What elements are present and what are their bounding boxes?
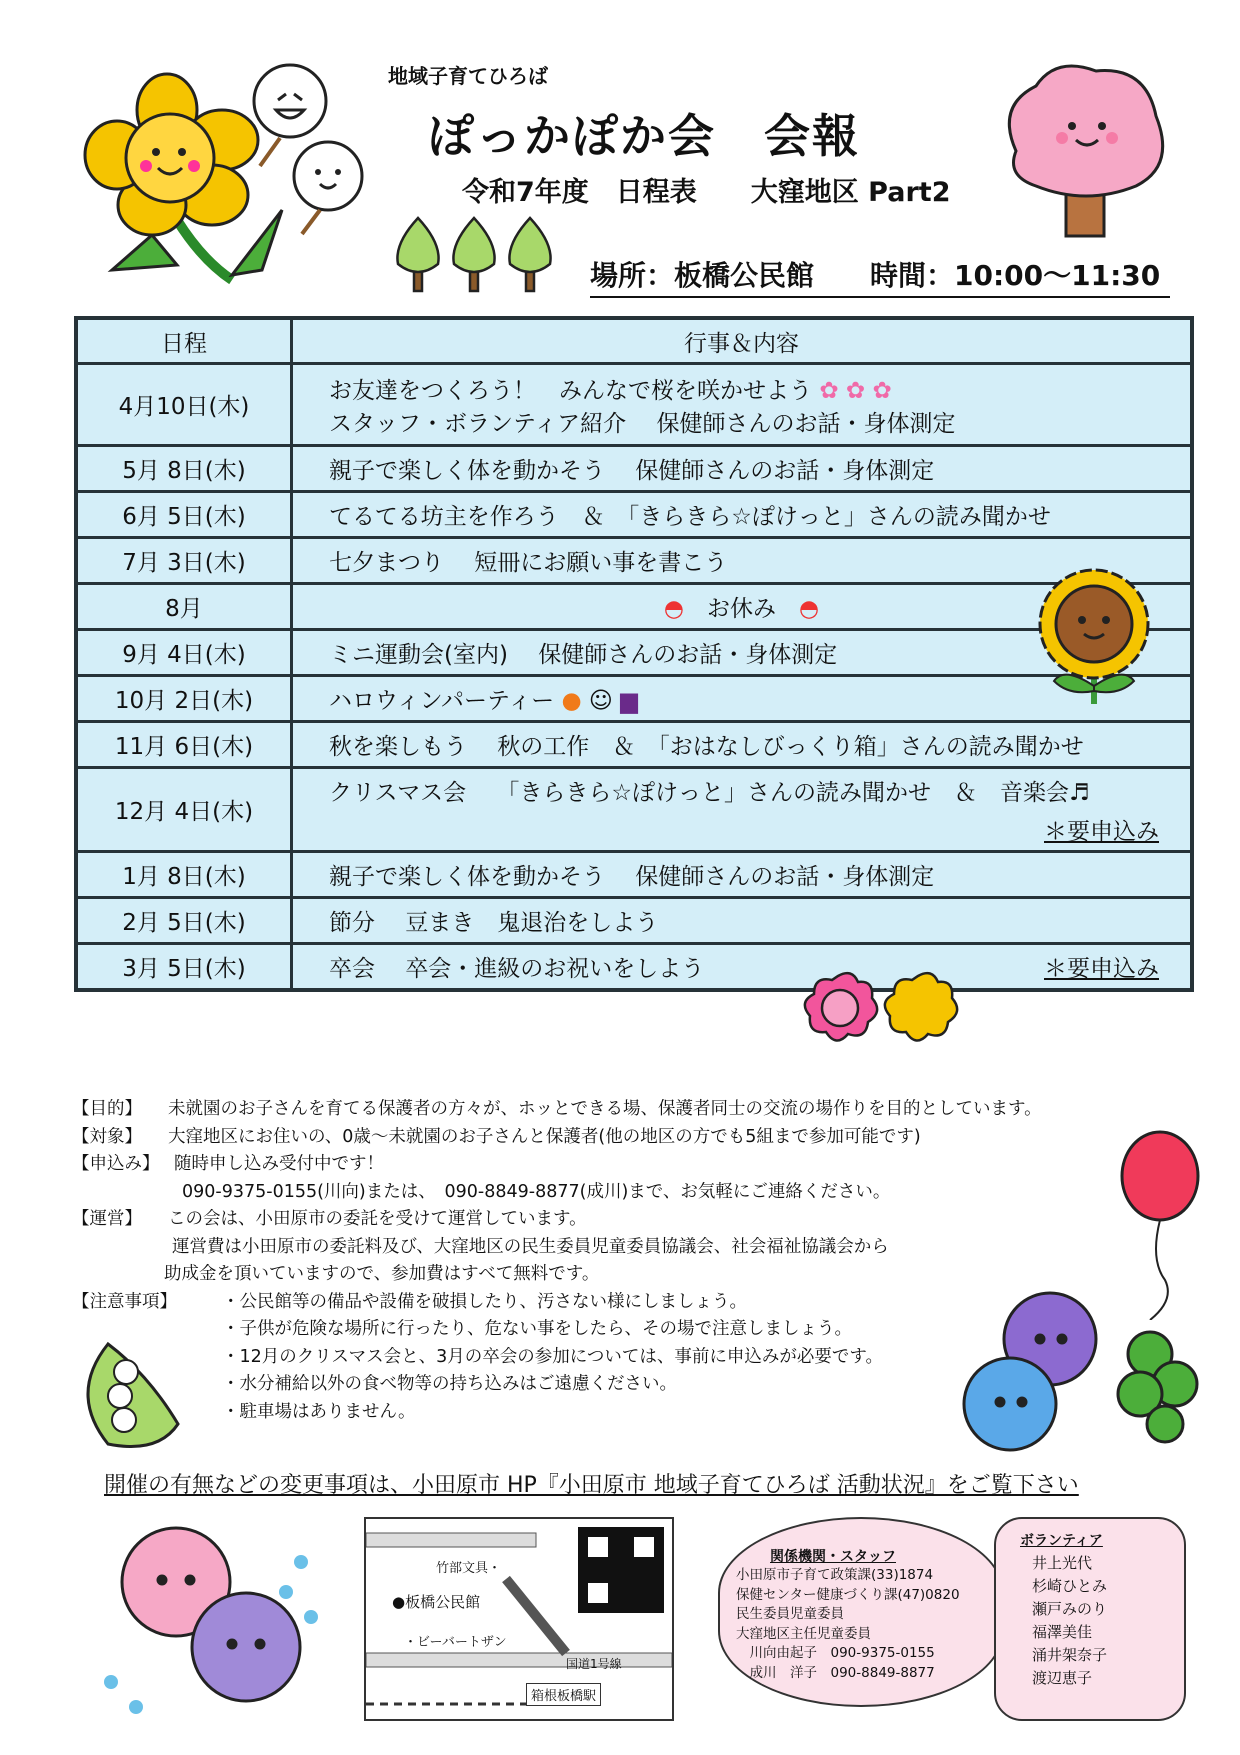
table-row: 3月 5日(木) 卒会 卒会・進級のお祝いをしよう ＊要申込み xyxy=(76,944,1192,990)
table-row: 9月 4日(木) ミニ運動会(室内) 保健師さんのお話・身体測定 xyxy=(76,630,1192,676)
staff-title: 関係機関・スタッフ xyxy=(770,1549,896,1565)
table-header-row xyxy=(76,318,1192,364)
reservation-note: ＊要申込み xyxy=(1044,955,1159,982)
table-row: 2月 5日(木) 節分 豆まき 鬼退治をしよう xyxy=(76,898,1192,944)
halloween-icon: ● xyxy=(561,688,582,714)
table-row: 10月 2日(木) ハロウィンパーティー ● ☺ ▆ xyxy=(76,676,1192,722)
three-trees-illustration xyxy=(390,214,560,294)
morning-glory-illustration xyxy=(950,1284,1200,1464)
volunteer-list: 井上光代 杉崎ひとみ 瀬戸みのり 福澤美佳 涌井架奈子 渡辺恵子 xyxy=(1032,1554,1108,1687)
table-row: 12月 4日(木) クリスマス会 「きらきら☆ぽけっと」さんの読み聞かせ ＆ 音楽会♬ ＊要申込み xyxy=(76,768,1192,852)
staff-list: 小田原市子育て政策課(33)1874 保健センター健康づくり課(47)0820 民生委員児童委員 大窪地区主任児童委員 川向由起子 090-9375-0155 成川 洋子 090-8849-8877 xyxy=(736,1567,960,1681)
table-row: 6月 5日(木) てるてる坊主を作ろう ＆ 「きらきら☆ぽけっと」さんの読み聞かせ xyxy=(76,492,1192,538)
table-row: 8月 ◓ お休み ◓ xyxy=(76,584,1192,630)
peapod-illustration xyxy=(78,1334,188,1454)
dandelion-fluff-illustration xyxy=(240,56,380,246)
map: 竹部文具・ ●板橋公民館 ・ビーバートザン 国道1号線 箱根板橋駅 xyxy=(364,1517,674,1721)
page-title: ぽっかぽか会 会報 xyxy=(428,109,860,163)
hydrangea-illustration xyxy=(96,1522,336,1722)
place-time: 場所：板橋公民館 時間：10:00～11:30 xyxy=(590,254,1170,298)
flowers-illustration xyxy=(800,968,970,1048)
schedule-table xyxy=(74,316,1194,992)
subtitle: 令和7年度 日程表 大窪地区 Part2 xyxy=(462,177,951,208)
table-row: 5月 8日(木) 親子で楽しく体を動かそう 保健師さんのお話・身体測定 xyxy=(76,446,1192,492)
reservation-note: ＊要申込み xyxy=(1044,818,1159,845)
table-row: 4月10日(木) お友達をつくろう！ みんなで桜を咲かせよう ✿ ✿ ✿ スタッフ・ボランティア紹介 保健師さんのお話・身体測定 xyxy=(76,364,1192,446)
footer-notice: 開催の有無などの変更事項は、小田原市 HP『小田原市 地域子育てひろば 活動状況』をご覧下さい xyxy=(104,1473,1079,1498)
watermelon-icon: ◓ xyxy=(799,596,820,622)
ghost-icon: ☺ xyxy=(588,688,613,714)
sunflower-face-illustration xyxy=(1034,566,1154,706)
content-header: 行事＆内容 xyxy=(292,318,1193,364)
table-row: 7月 3日(木) 七夕まつり 短冊にお願い事を書こう xyxy=(76,538,1192,584)
table-row: 11月 6日(木) 秋を楽しもう 秋の工作 ＆ 「おはなしびっくり箱」さんの読み聞かせ xyxy=(76,722,1192,768)
pink-tree-illustration xyxy=(996,56,1176,241)
sakura-icon: ✿ ✿ ✿ xyxy=(819,377,892,404)
watermelon-icon: ◓ xyxy=(663,596,684,622)
table-row: 1月 8日(木) 親子で楽しく体を動かそう 保健師さんのお話・身体測定 xyxy=(76,852,1192,898)
small-title: 地域子育てひろば xyxy=(388,64,548,88)
hat-icon: ▆ xyxy=(620,688,638,714)
volunteer-title: ボランティア xyxy=(1020,1533,1103,1549)
date-header: 日程 xyxy=(76,318,292,364)
